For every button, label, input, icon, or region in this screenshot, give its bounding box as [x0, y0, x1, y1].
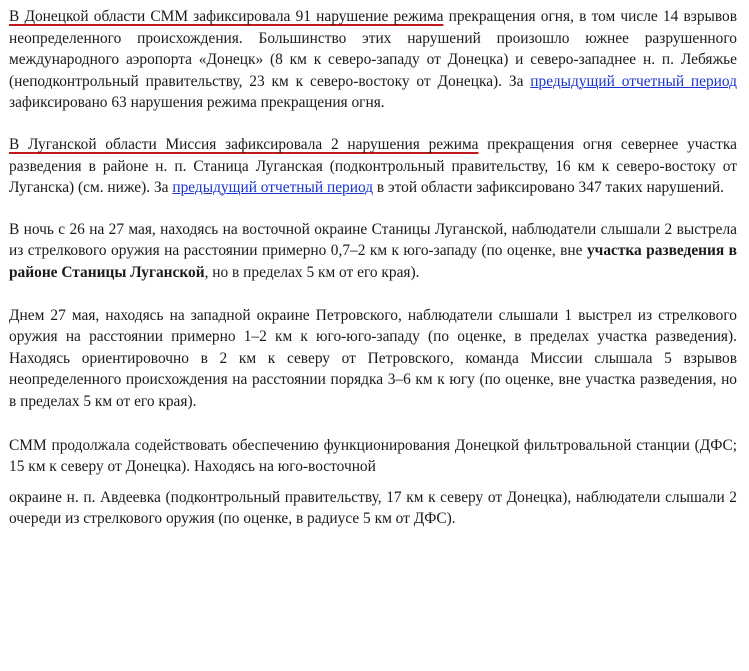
highlighted-text: В Донецкой области СММ зафиксировала 91 нарушение режима	[9, 8, 444, 25]
bold-text: участка разведения в районе Станицы Луганской	[9, 242, 737, 281]
paragraph-text: СММ продолжала содействовать обеспечению функционирования Донецкой фильтровальной станции (ДФС; 15 км к северу от Донецка). Находясь на юго-восточной	[9, 436, 737, 476]
paragraph-dfs	[9, 435, 737, 530]
previous-period-link[interactable]: предыдущий отчетный период	[172, 179, 374, 197]
previous-period-link[interactable]: предыдущий отчетный период	[530, 72, 738, 90]
paragraph-stanytsia	[9, 219, 737, 284]
paragraph-text: окраине н. п. Авдеевка (подконтрольный правительству, 17 км к северу от Донецка), наблюдатели слышали 2 очереди из стрелкового оружия (по оценке, в радиусе 5 км от ДФС).	[9, 488, 737, 528]
paragraph-text: прекращения огня, в том числе 14 взрывов неопределенного происхождения. Большинство этих нарушений произошло южнее разрушенного международного аэропорта «Донецк» (8 км к северо-западу от Донецка) и северо-западнее н. п. Лебяжье (неподконтрольный правительству, 23 км к северо-востоку от Донецка). За	[9, 8, 737, 90]
paragraph-text: зафиксировано 63 нарушения режима прекращения огня.	[9, 94, 385, 112]
paragraph-text: , но в пределах 5 км от его края).	[204, 263, 420, 281]
paragraph-gap	[9, 478, 737, 487]
paragraph-text: В ночь с 26 на 27 мая, находясь на восточной окраине Станицы Луганской, наблюдатели слышали 2 выстрела из стрелкового оружия на расстоянии примерно 0,7–2 км к юго-западу (по оценке, вне	[9, 220, 737, 260]
paragraph-text: Днем 27 мая, находясь на западной окраине Петровского, наблюдатели слышали 1 выстрел из стрелкового оружия на расстоянии примерно 1–2 км к юго-юго-западу (по оценке, в пределах участка разведения). Находясь ориентировочно в 2 км к северу от Петровского, команда Миссии слышала 5 взрывов неопределенного происхождения на расстоянии порядка 3–6 км к югу (по оценке, вне участка разведения, но в пределах 5 км от его края).	[9, 306, 737, 410]
paragraph-text: в этой области зафиксировано 347 таких нарушений.	[373, 179, 724, 197]
paragraph-luhansk	[9, 134, 737, 199]
paragraph-petrovske	[9, 305, 737, 413]
document-page	[9, 6, 737, 530]
highlighted-text: В Луганской области Миссия зафиксировала 2 нарушения режима	[9, 135, 479, 153]
paragraph-text: прекращения огня севернее участка разведения в районе н. п. Станица Луганская (подконтрольный правительству, 16 км к северо-востоку от Луганска) (см. ниже). За	[9, 135, 737, 197]
paragraph-donetsk	[9, 6, 737, 114]
